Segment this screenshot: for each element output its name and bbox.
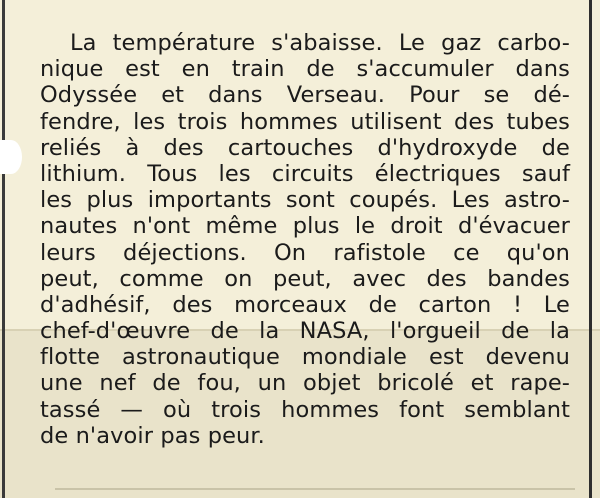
article-text: [40, 30, 570, 449]
article-line: les plus importants sont coupés. Les astro-: [40, 187, 570, 214]
clipping-bottom-border: [55, 488, 575, 490]
article-line: lithium. Tous les circuits électriques sauf: [40, 160, 570, 187]
article-line: chef-d'œuvre de la NASA, l'orgueil de la: [40, 318, 570, 345]
paper-tear-mark: [0, 140, 22, 174]
clipping-left-edge: [2, 0, 5, 498]
article-line: de n'avoir pas peur.: [40, 422, 265, 449]
article-line: La température s'abaisse. Le gaz carbo-: [70, 30, 570, 56]
article-line: une nef de fou, un objet bricolé et rape-: [40, 370, 570, 397]
article-line: fendre, les trois hommes utilisent des tubes: [40, 108, 570, 135]
article-line: flotte astronautique mondiale est devenu: [40, 344, 570, 371]
article-line: tassé — où trois hommes font semblant: [40, 396, 570, 423]
article-line: nique est en train de s'accumuler dans: [40, 56, 570, 83]
article-line: reliés à des cartouches d'hydroxyde de: [40, 134, 570, 161]
article-line: peut, comme on peut, avec des bandes: [40, 265, 570, 292]
article-line: Odyssée et dans Verseau. Pour se dé-: [40, 82, 570, 109]
clipping-right-edge: [589, 0, 592, 498]
article-line: d'adhésif, des morceaux de carton ! Le: [40, 291, 570, 318]
article-line: nautes n'ont même plus le droit d'évacuer: [40, 213, 570, 240]
article-line: leurs déjections. On rafistole ce qu'on: [40, 239, 570, 266]
